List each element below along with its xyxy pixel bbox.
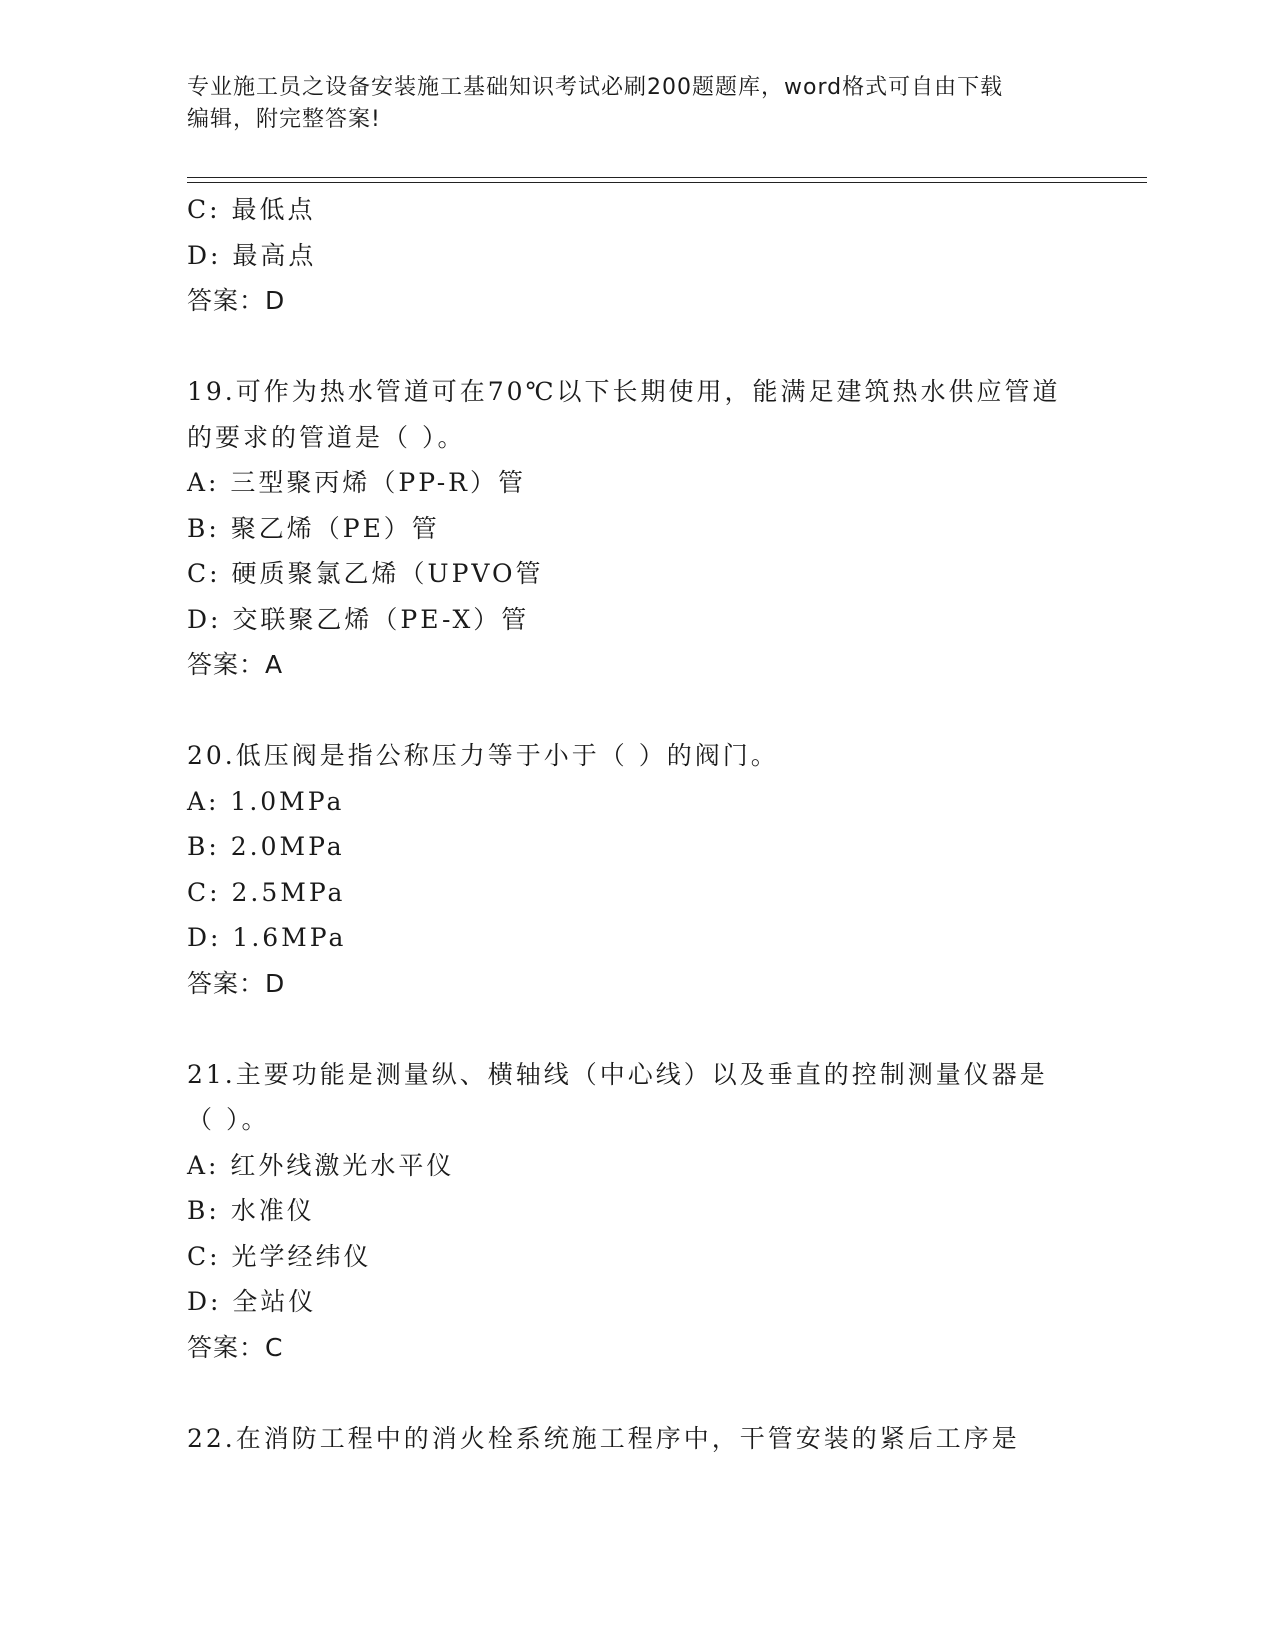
option-c: C: 光学经纬仪 [187, 1241, 372, 1271]
option-b: B: 聚乙烯（PE）管 [187, 513, 440, 543]
option-c: C: 2.5MPa [187, 877, 346, 907]
question-block-22 [187, 1416, 1087, 1462]
question-stem: 19.可作为热水管道可在70℃以下长期使用，能满足建筑热水供应管道 [187, 377, 1061, 406]
answer-line: 答案：D [187, 286, 286, 315]
option-d: D: 1.6MPa [187, 923, 347, 952]
option-c: C: 最低点 [187, 195, 316, 224]
option-a: A: 红外线激光水平仪 [187, 1150, 455, 1180]
header-title-line-1: 专业施工员之设备安装施工基础知识考试必刷200题题库，word格式可自由下载 [187, 75, 1004, 100]
answer-line: 答案：A [187, 650, 284, 679]
option-b: B: 2.0MPa [187, 832, 345, 861]
header-title-line-2: 编辑，附完整答案! [187, 107, 381, 132]
option-a: A: 三型聚丙烯（PP-R）管 [187, 468, 526, 497]
spacer [187, 1006, 1087, 1052]
option-d: D: 最高点 [187, 240, 317, 270]
question-block-21 [187, 1052, 1087, 1371]
question-stem: 21.主要功能是测量纵、横轴线（中心线）以及垂直的控制测量仪器是 [187, 1059, 1048, 1089]
question-block-20 [187, 733, 1087, 1006]
option-a: A: 1.0MPa [187, 786, 345, 816]
header-rule-top [187, 177, 1147, 178]
question-list [187, 187, 1087, 1461]
question-stem: 20.低压阀是指公称压力等于小于（ ）的阀门。 [187, 741, 779, 770]
document-header [187, 72, 1067, 136]
question-block-19 [187, 369, 1087, 688]
option-d: D: 交联聚乙烯（PE-X）管 [187, 604, 530, 634]
answer-line: 答案：D [187, 968, 286, 998]
header-rule-bottom [187, 182, 1147, 183]
spacer [187, 688, 1087, 734]
question-stem: 的要求的管道是（ ）。 [187, 422, 466, 452]
answer-line: 答案：C [187, 1332, 284, 1362]
question-stem: 22.在消防工程中的消火栓系统施工程序中，干管安装的紧后工序是 [187, 1423, 1020, 1453]
question-block-18 [187, 187, 1087, 324]
spacer [187, 1370, 1087, 1416]
question-stem: （ ）。 [187, 1105, 270, 1134]
option-b: B: 水准仪 [187, 1196, 315, 1225]
spacer [187, 324, 1087, 370]
option-d: D: 全站仪 [187, 1287, 317, 1316]
option-c: C: 硬质聚氯乙烯（UPVO管 [187, 559, 544, 588]
